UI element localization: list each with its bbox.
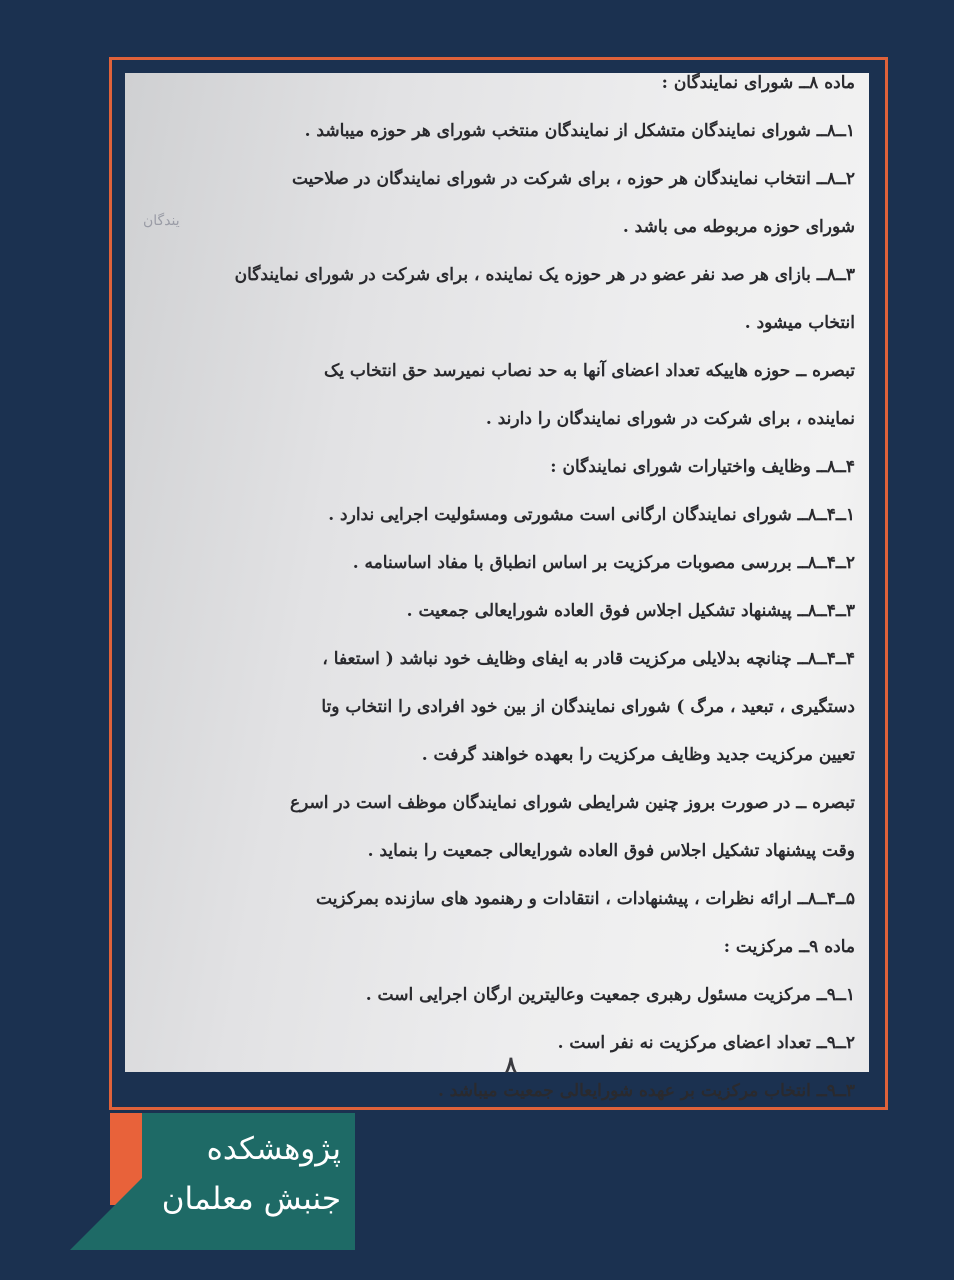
logo-title-line1: پژوهشکده	[206, 1131, 341, 1167]
document-line: ۱ــ۹ــ مرکزیت مسئول رهبری جمعیت وعالیترین ارگان اجرایی است .	[365, 985, 855, 1005]
document-line: ماده ۹ــ مرکزیت :	[723, 937, 855, 957]
logo	[70, 1113, 355, 1250]
document-line: تبصره ــ در صورت بروز چنین شرایطی شورای نمایندگان موظف است در اسرع	[289, 793, 855, 813]
document-line: ۳ــ۸ــ بازای هر صد نفر عضو در هر حوزه یک نماینده ، برای شرکت در شورای نمایندگان	[234, 265, 855, 285]
document-line: تعیین مرکزیت جدید وظایف مرکزیت را بعهده خواهند گرفت .	[421, 745, 855, 765]
document-text-body	[129, 59, 855, 1115]
document-line: تبصره ــ حوزه هاییکه تعداد اعضای آنها به حد نصاب نمیرسد حق انتخاب یک	[324, 361, 855, 381]
document-line: ۵ــ۴ــ۸ــ ارائه نظرات ، پیشنهادات ، انتقادات و رهنمود های سازنده بمرکزیت	[316, 889, 855, 909]
document-line: شورای حوزه مربوطه می باشد .	[622, 217, 855, 237]
logo-title-line2: جنبش معلمان	[161, 1181, 341, 1217]
document-line: ۴ــ۸ــ وظایف واختیارات شورای نمایندگان :	[550, 457, 855, 477]
document-line: ۳ــ۴ــ۸ــ پیشنهاد تشکیل اجلاس فوق العاده شورایعالی جمعیت .	[406, 601, 855, 621]
document-line: ۱ــ۸ــ شورای نمایندگان متشکل از نمایندگان منتخب شورای هر حوزه میباشد .	[304, 121, 855, 141]
document-line: ۳ــ۹ــ انتخاب مرکزیت بر عهده شورایعالی جمعیت میباشد .	[437, 1081, 855, 1101]
page-number: ۸	[505, 1052, 517, 1078]
document-line: ۱ــ۴ــ۸ــ شورای نمایندگان ارگانی است مشورتی ومسئولیت اجرایی ندارد .	[328, 505, 855, 525]
document-line: وقت پیشنهاد تشکیل اجلاس فوق العاده شورایعالی جمعیت را بنماید .	[367, 841, 855, 861]
document-line: دستگیری ، تبعید ، مرگ ) شورای نمایندگان از بین خود افرادی را انتخاب وتا	[321, 697, 855, 717]
document-line: ۴ــ۴ــ۸ــ چنانچه بدلایلی مرکزیت قادر به ایفای وظایف خود نباشد ( استعفا ،	[322, 649, 855, 669]
document-line: ۲ــ۸ــ انتخاب نمایندگان هر حوزه ، برای شرکت در شورای نمایندگان در صلاحیت	[291, 169, 855, 189]
document-line: ۲ــ۹ــ تعداد اعضای مرکزیت نه نفر است .	[557, 1033, 855, 1053]
document-line: ماده ۸ــ شورای نمایندگان :	[661, 73, 855, 93]
document-line: ۲ــ۴ــ۸ــ بررسی مصوبات مرکزیت بر اساس انطباق با مفاد اساسنامه .	[352, 553, 855, 573]
document-line: انتخاب میشود .	[744, 313, 855, 333]
bleed-through-text: یندگان	[143, 213, 180, 229]
scanned-document-page	[125, 73, 869, 1101]
document-line: نماینده ، برای شرکت در شورای نمایندگان را دارند .	[485, 409, 855, 429]
